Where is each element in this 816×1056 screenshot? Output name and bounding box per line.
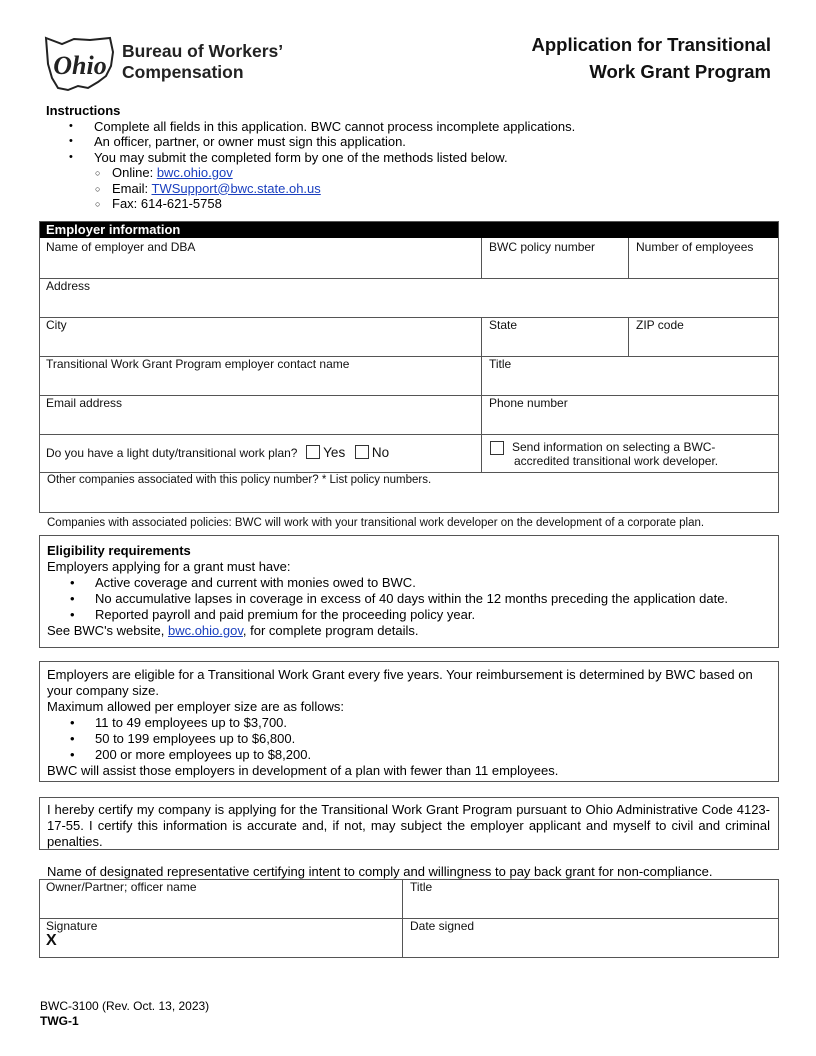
ohio-state-outline-icon [40,34,120,94]
state-field[interactable]: State [489,318,518,332]
email-link[interactable]: TWSupport@bwc.state.oh.us [151,180,321,196]
eligibility-item: • No accumulative lapses in coverage in excess of 40 days within the 12 months preceding the application date. [95,591,778,607]
logo-ohio-text: Ohio [53,51,107,80]
eligibility-intro: Employers applying for a grant must have: [47,559,291,574]
agency-line-2: Compensation [122,62,244,82]
instructions-heading: Instructions [46,103,121,118]
officer-name-field[interactable]: Owner/Partner; officer name [46,880,197,894]
footer [40,999,209,1029]
eligibility-item: • Reported payroll and paid premium for the proceeding policy year. [95,607,778,623]
eligibility-link[interactable]: bwc.ohio.gov [167,623,243,638]
instruction-item: • Complete all fields in this application. BWC cannot process incomplete applications. [94,119,746,135]
bwc-logo [40,34,290,94]
instruction-item: • An officer, partner, or owner must sign this application. [94,134,746,150]
signature-field[interactable]: Signature [46,919,98,933]
agency-line-1: Bureau of Workers’ [122,41,284,61]
officer-title-field[interactable]: Title [410,880,433,894]
grant-tier: • 200 or more employees up to $8,200. [95,747,770,763]
plan-question-label: Do you have a light duty/transitional work plan? [46,446,298,460]
eligibility-section [39,535,779,648]
plan-question [46,445,389,460]
title-line-1: Application for Transitional [531,34,771,55]
form-code: TWG-1 [40,1014,79,1028]
employer-info-heading: Employer information [39,221,779,238]
num-employees-field[interactable]: Number of employees [636,240,754,254]
grant-amounts-section [39,661,779,782]
email-field[interactable]: Email address [46,396,123,410]
online-link[interactable]: bwc.ohio.gov [156,165,233,180]
date-signed-field[interactable]: Date signed [410,919,475,933]
signature-x-mark: X [46,932,57,949]
submit-online: ○ Online: bwc.ohio.gov [112,165,746,181]
submit-fax: ○ Fax: 614-621-5758 [112,196,746,212]
grant-assist: BWC will assist those employers in development of a plan with fewer than 11 employees. [47,763,559,778]
address-field[interactable]: Address [46,279,91,293]
instruction-item: • You may submit the completed form by one of the methods listed below. ○ Online: bwc.ohio.gov ○ Email: TWSupport@bwc.state.oh.us ○ Fax: 614-621-5758 [94,150,746,212]
grant-max-label: Maximum allowed per employer size are as follows: [47,699,344,714]
submit-email: ○ Email: TWSupport@bwc.state.oh.us [112,181,746,197]
title-line-2: Work Grant Program [589,61,771,82]
send-info-option [490,440,760,468]
grant-tier: • 50 to 199 employees up to $6,800. [95,731,770,747]
plan-no-checkbox[interactable] [355,445,369,459]
certification-section [39,797,779,850]
contact-title-field[interactable]: Title [489,357,512,371]
associated-policies-note: Companies with associated policies: BWC will work with your transitional work developer on the development of a corporate plan. [47,517,705,529]
eligibility-item: • Active coverage and current with monies owed to BWC. [95,575,778,591]
designated-rep-label: Name of designated representative certifying intent to comply and willingness to pay back grant for non-compliance. [47,864,713,879]
zip-field[interactable]: ZIP code [636,318,684,332]
contact-name-field[interactable]: Transitional Work Grant Program employer contact name [46,357,350,371]
form-title [532,31,772,85]
agency-name [122,41,283,83]
eligibility-heading: Eligibility requirements [47,543,191,558]
grant-intro: Employers are eligible for a Transitional Work Grant every five years. Your reimbursement is determined by BWC based on your company size. [47,667,753,698]
send-info-checkbox[interactable] [490,441,504,455]
send-info-line-2: accredited transitional work developer. [514,454,719,468]
certification-text: I hereby certify my company is applying for the Transitional Work Grant Program pursuant to Ohio Administrative Code 4123-17-55. I certify this information is accurate and, if not, may subject the employer applicant and myself to civil and criminal penalties. [47,802,770,849]
plan-yes-checkbox[interactable] [306,445,320,459]
send-info-line-1: Send information on selecting a BWC- [512,440,716,454]
phone-field[interactable]: Phone number [489,396,568,410]
policy-number-field[interactable]: BWC policy number [489,240,596,254]
grant-tier: • 11 to 49 employees up to $3,700. [95,715,770,731]
plan-no-label: No [371,445,390,460]
city-field[interactable]: City [46,318,67,332]
instructions [46,103,746,212]
eligibility-see-website: See BWC's website, bwc.ohio.gov, for complete program details. [47,623,419,638]
other-companies-field[interactable]: Other companies associated with this policy number? * List policy numbers. [47,474,432,486]
plan-yes-label: Yes [323,445,346,460]
employer-name-field[interactable]: Name of employer and DBA [46,240,196,254]
form-id: BWC-3100 (Rev. Oct. 13, 2023) [40,999,210,1013]
